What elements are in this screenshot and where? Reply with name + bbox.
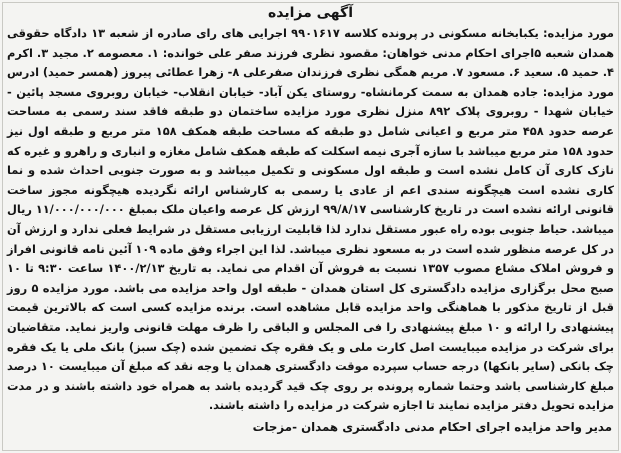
notice-title: آگهی مزایده [267,5,353,21]
notice-body: مورد مزایده: یکبابخانه مسکونی در پرونده کلاسه ۹۹۰۱۶۱۷ اجرایی های رای صادره از شعبه ۱۳ دادگاه حقوقی همدان شعبه ۵اجرای احکام مدنی خواهان: مقصود نظری فرزند صفر علی خوانده: ۱. معصومه ۲. مجید ۳. اکرم ۴. حمید ۵. سعید ۶. مسعود ۷. مریم همگی نظری فرزندان صفرعلی ۸- زهرا عطائی پیروز (همسر حمید) ادرس مورد مزایده: جاده همدان به سمت کرمانشاه- روستای یکن آباد- خیابان انقلاب- خیابان روبروی مسجد پائین - خیابان شهدا - روبروی پلاک ۸۹۲ منزل نظری مورد مزایده ساختمان دو طبقه فاقد سند رسمی به مساحت عرصه حدود ۴۵۸ متر مربع و اعیانی شامل دو طبقه که مساحت طبقه همکف ۱۵۸ متر مربع و طبقه اول نیز حدود ۱۵۸ متر مربع میباشد با سازه آجری نیمه اسکلت که طبقه همکف شامل مغازه و انباری و راهرو و غیره که نازک کاری آن کامل نشده است و طبقه اول مسکونی و تکمیل میباشد و به صورت جنوبی احداث شده و نما کاری نشده است هیچگونه سندی اعم از عادی یا رسمی به کارشناس ارائه نگردیده هیچگونه مجوز ساخت قانونی ارائه نشده است در تاریخ کارشناسی ۹۹/۸/۱۷ ارزش کل عرصه واعیان ملک بمبلغ ۱۱/۰۰۰/۰۰۰/۰۰۰ ریال میباشد. حیاط جنوبی بوده راه عبور مستقل ندارد لذا قابلیت ارزیابی مستقل در شرایط فعلی ندارد و ارزش آن در کل عرصه منظور شده است در به مسعود نظری میباشد. لذا این اجراء وفق ماده ۱۰۹ آئین نامه قانونی افراز و فروش املاک مشاع مصوب ۱۳۵۷ نسبت به فروش آن اقدام می نماید. به تاریخ ۱۴۰۰/۲/۱۳ ساعت ۹:۳۰ تا ۱۰ صبح محل برگزاری مزایده دادگستری کل استان همدان - طبقه اول واحد مزایده می باشد. مورد مزایده ۵ روز قبل از تاریخ مذکور با هماهنگی واحد مزایده قابل مشاهده است. برنده مزایده کسی است که بالاترین قیمت پیشنهادی را ارائه و ۱۰ مبلغ پیشنهادی را فی المجلس و الباقی را ظرف مهلت قانونی واریز نماید. متقاضیان برای شرکت در مزایده میبایست اصل کارت ملی و یک فقره چک تضمین شده (چک سبز) بانک ملی یا یک فقره چک بانکی (سایر بانکها) درجه حساب سپرده موقت دادگستری همدان یا وجه نقد که مبلغ آن میبایست ۱۰ درصد مبلغ کارشناسی باشد وحتما شماره پرونده بر روی چک قید گردیده باشد به همراه خود داشته باشند و در مدت مزایده تحویل دفتر مزایده نمایند تا اجازه شرکت در مزایده را داشته باشند. [7,26,615,413]
notice-signature: مدیر واحد مزایده اجرای احکام مدنی دادگستری همدان -مزجات [252,419,612,434]
